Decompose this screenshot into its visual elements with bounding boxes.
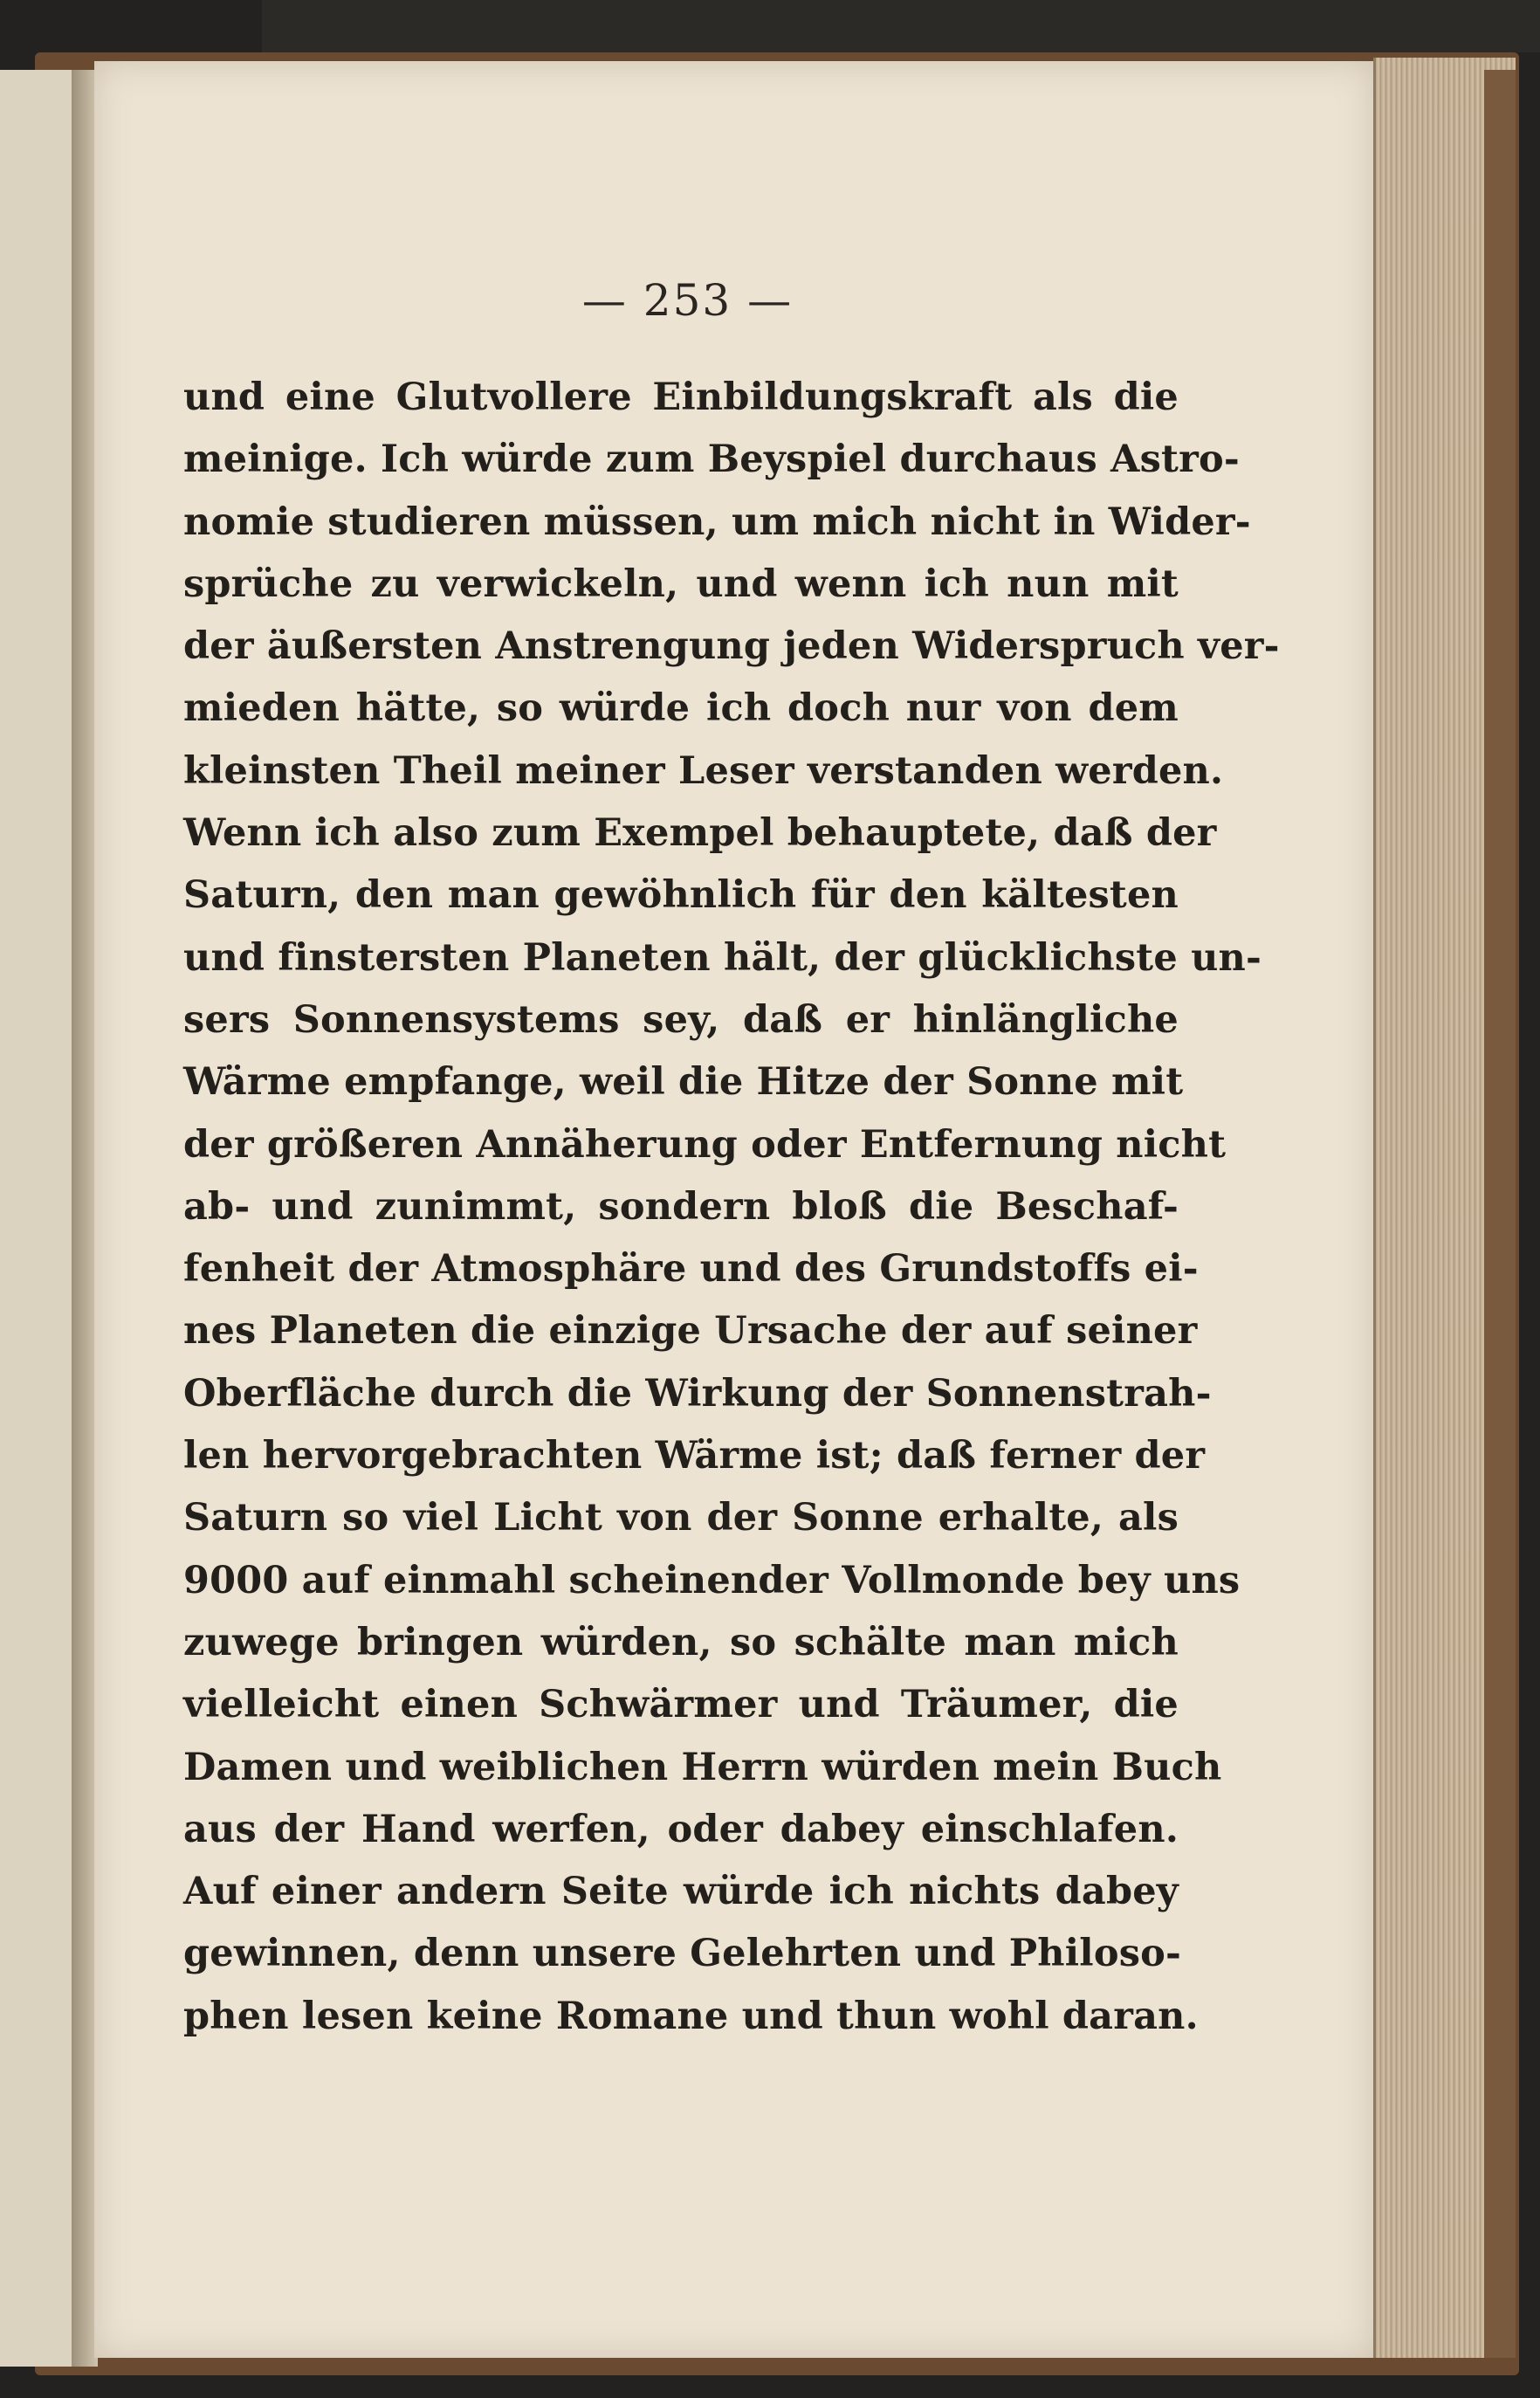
text-line: aus der Hand werfen, oder dabey einschlafen. <box>183 1807 1179 1851</box>
text-line: gewinnen, denn unsere Gelehrten und Philoso- <box>183 1932 1182 1976</box>
text-line: und eine Glutvollere Einbildungskraft als die <box>183 376 1179 419</box>
text-line: nes Planeten die einzige Ursache der auf seiner <box>183 1309 1198 1354</box>
text-line: kleinsten Theil meiner Leser verstanden werden. <box>183 748 1224 793</box>
text-line: Damen und weiblichen Herrn würden mein Buch <box>183 1745 1222 1789</box>
text-line: Oberfläche durch die Wirkung der Sonnenstrah- <box>183 1371 1212 1416</box>
page-text <box>183 367 1280 2048</box>
text-line: nomie studieren müssen, um mich nicht in Wider- <box>183 500 1251 544</box>
text-line: ab- und zunimmt, sondern bloß die Beschaf- <box>183 1184 1179 1229</box>
left-page-edge <box>0 70 79 2367</box>
text-line: sers Sonnensystems sey, daß er hinlängliche <box>183 997 1179 1042</box>
text-line: Saturn so viel Licht von der Sonne erhalte, als <box>183 1496 1179 1540</box>
text-line: sprüche zu verwickeln, und wenn ich nun mit <box>183 562 1179 606</box>
text-line: Auf einer andern Seite würde ich nichts dabey <box>183 1870 1179 1914</box>
text-line: mieden hätte, so würde ich doch nur von dem <box>183 686 1179 731</box>
text-line: der größeren Annäherung oder Entfernung nicht <box>183 1122 1227 1167</box>
page-number: — 253 — <box>581 275 794 326</box>
text-line: 9000 auf einmahl scheinender Vollmonde bey uns <box>183 1558 1241 1602</box>
text-line: len hervorgebrachten Wärme ist; daß ferner der <box>183 1434 1206 1478</box>
text-line: Wärme empfange, weil die Hitze der Sonne mit <box>183 1060 1184 1105</box>
text-line: fenheit der Atmosphäre und des Grundstoffs ei- <box>183 1247 1199 1292</box>
text-line: Saturn, den man gewöhnlich für den kältesten <box>183 873 1179 918</box>
text-line: phen lesen keine Romane und thun wohl daran. <box>183 1994 1199 2038</box>
text-line: der äußersten Anstrengung jeden Widerspruch ver- <box>183 624 1280 669</box>
text-line: meinige. Ich würde zum Beyspiel durchaus Astro- <box>183 438 1240 482</box>
text-line: und finstersten Planeten hält, der glücklichste un- <box>183 935 1262 980</box>
scan-background <box>262 0 1540 52</box>
text-line: zuwege bringen würden, so schälte man mich <box>183 1620 1179 1664</box>
text-line: vielleicht einen Schwärmer und Träumer, die <box>183 1683 1179 1727</box>
back-cover-edge <box>1484 70 1516 2358</box>
text-line: Wenn ich also zum Exempel behauptete, daß der <box>183 811 1217 856</box>
